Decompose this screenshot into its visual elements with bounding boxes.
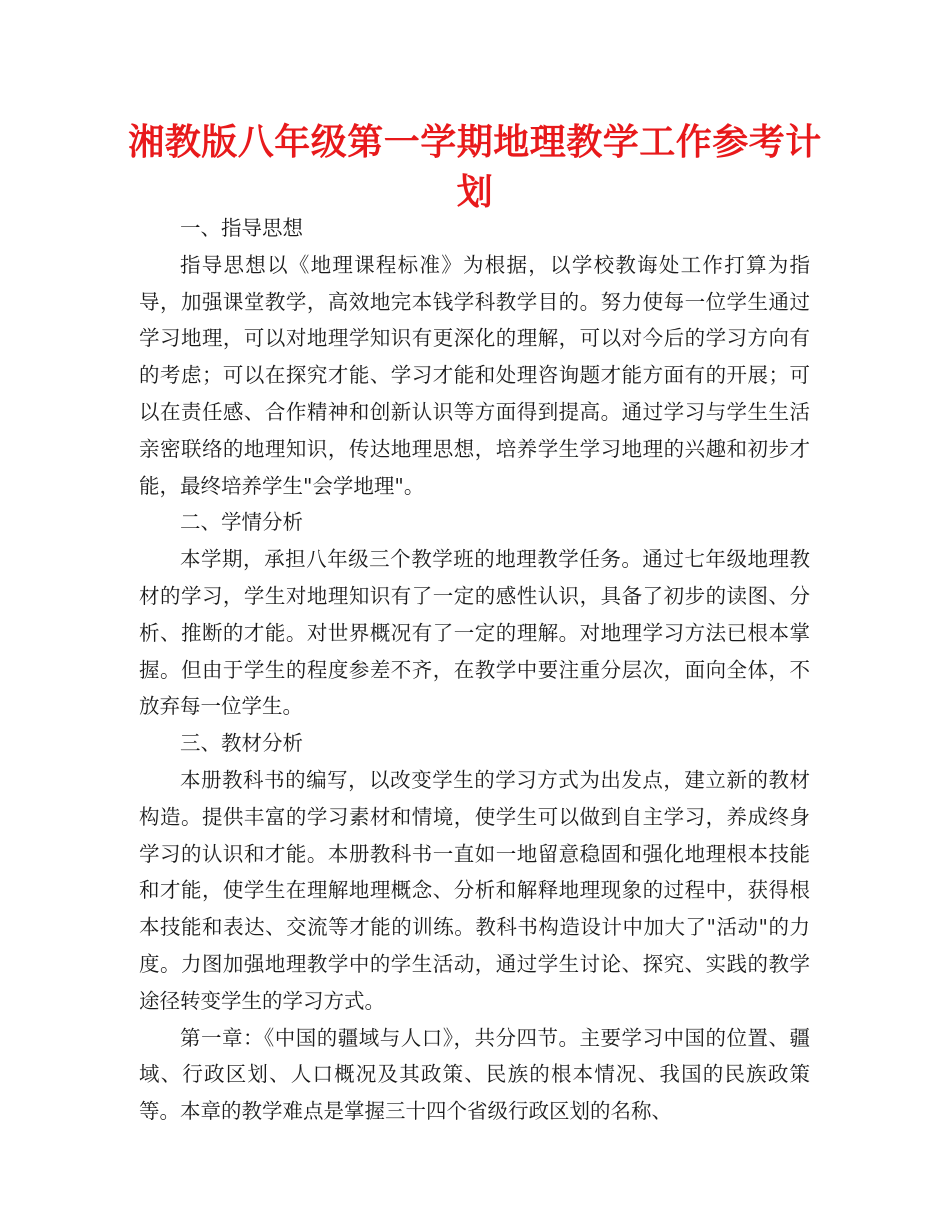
document-title: 湘教版八年级第一学期地理教学工作参考计划 <box>128 122 822 213</box>
paragraph-chapter-one: 第一章：《中国的疆域与人口》，共分四节。主要学习中国的位置、疆域、行政区划、人口概况及其政策、民族的根本情况、我国的民族政策等。本章的教学难点是掌握三十四个省级行政区划的名称、 <box>139 1025 810 1124</box>
document-body <box>139 210 810 1130</box>
section-heading-textbook-analysis: 三、教材分析 <box>180 731 303 756</box>
paragraph-guiding-ideology: 指导思想以《地理课程标准》为根据，以学校教诲处工作打算为指导，加强课堂教学，高效地完本钱学科教学目的。努力使每一位学生通过学习地理，可以对地理学知识有更深化的理解，可以对今后的学习方向有的考虑；可以在探究才能、学习才能和处理咨询题才能方面有的开展；可以在责任感、合作精神和创新认识等方面得到提高。通过学习与学生生活亲密联络的地理知识，传达地理思想，培养学生学习地理的兴趣和初步才能，最终培养学生"会学地理"。 <box>139 252 810 498</box>
paragraph-student-analysis: 本学期，承担八年级三个教学班的地理教学任务。通过七年级地理教材的学习，学生对地理知识有了一定的感性认识，具备了初步的读图、分析、推断的才能。对世界概况有了一定的理解。对地理学习方法已根本掌握。但由于学生的程度参差不齐，在教学中要注重分层次，面向全体，不放弃每一位学生。 <box>139 547 810 719</box>
section-heading-student-analysis: 二、学情分析 <box>180 510 303 535</box>
section-heading-guiding-ideology: 一、指导思想 <box>180 216 303 240</box>
paragraph-textbook-analysis: 本册教科书的编写，以改变学生的学习方式为出发点，建立新的教材构造。提供丰富的学习素材和情境，使学生可以做到自主学习，养成终身学习的认识和才能。本册教科书一直如一地留意稳固和强化地理根本技能和才能，使学生在理解地理概念、分析和解释地理现象的过程中，获得根本技能和表达、交流等才能的训练。教科书构造设计中加大了"活动"的力度。力图加强地理教学中的学生活动，通过学生讨论、探究、实践的教学途径转变学生的学习方式。 <box>139 767 810 1013</box>
